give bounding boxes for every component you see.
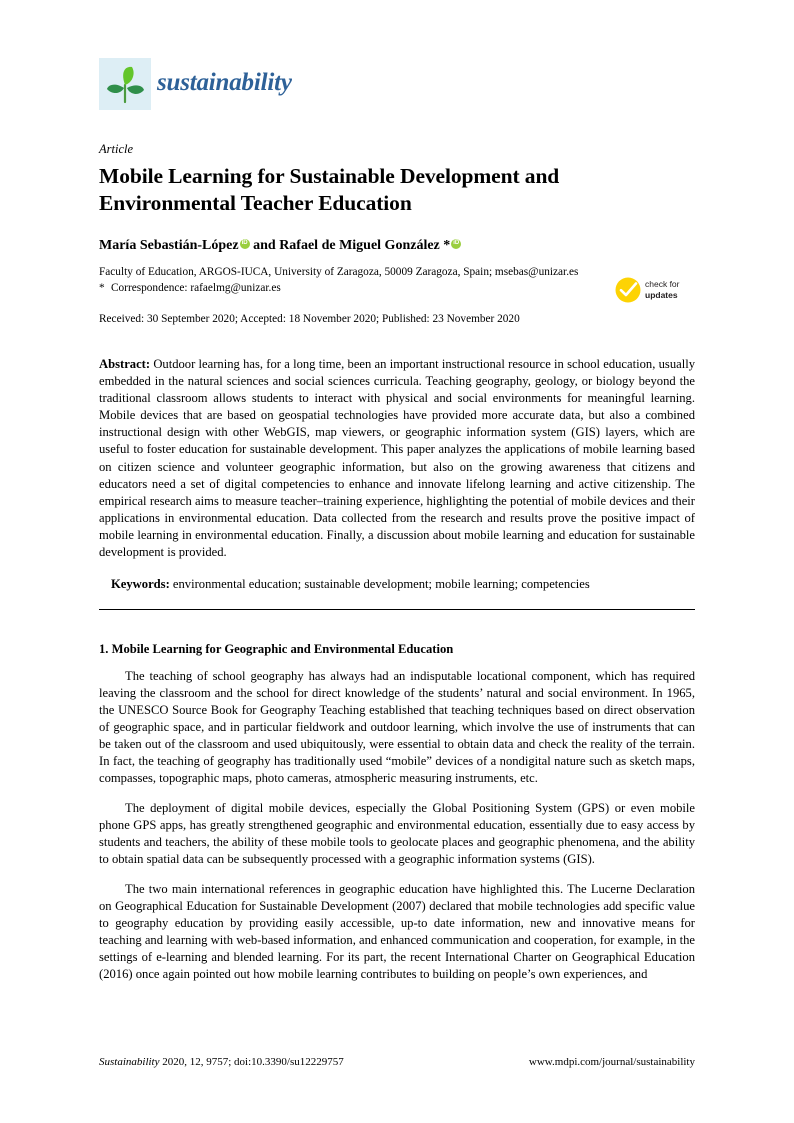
header-divider: [99, 609, 695, 610]
journal-masthead: [99, 58, 695, 120]
check-for-updates-badge[interactable]: [615, 276, 695, 308]
orcid-id-icon[interactable]: [240, 239, 250, 249]
publication-dates: Received: 30 September 2020; Accepted: 18 November 2020; Published: 23 November 2020: [99, 313, 520, 325]
check-circle-icon: [615, 277, 641, 303]
orcid-id-icon[interactable]: [451, 239, 461, 249]
affiliation-block: [99, 265, 695, 296]
author-list: [99, 237, 695, 255]
section-heading-1: 1. Mobile Learning for Geographic and Environmental Education: [99, 642, 454, 657]
correspondence-text: Correspondence: rafaelmg@unizar.es: [111, 281, 281, 294]
footer-citation: [99, 1055, 344, 1069]
keywords-label: Keywords:: [111, 577, 170, 592]
keywords-text: environmental education; sustainable development; mobile learning; competencies: [169, 577, 590, 592]
footer-journal-url[interactable]: www.mdpi.com/journal/sustainability: [528, 1056, 695, 1068]
body-paragraph: The two main international references in geographic education have highlighted this. The Lucerne Declaration on Geographical Education for Sustainable Development (2007) declared that mobile technologies add specific value to geography education by providing easily accessible, up-to date information, new and innovative means for teaching and learning with web-based information, and enhanced communication and cooperation, for example, in the settings of e-learning and blended learning. For its part, the recent International Charter on Geographical Education (2016) once again pointed out how mobile learning contributes to building on people’s own experiences, and: [99, 881, 695, 982]
badge-line-2: updates: [645, 289, 678, 300]
author-name-2: Rafael de Miguel González: [279, 238, 440, 253]
correspondence-line: [99, 281, 695, 297]
footer-journal-name: Sustainability: [99, 1056, 160, 1068]
journal-wordmark: sustainability: [157, 69, 292, 96]
page-content: [99, 0, 695, 996]
footer-citation-text: 2020, 12, 9757; doi:10.3390/su12229757: [159, 1056, 344, 1068]
seedling-leaf-icon: [99, 58, 151, 110]
check-for-updates-label: [645, 279, 680, 300]
correspondence-star: *: [99, 281, 105, 294]
page-title: Mobile Learning for Sustainable Development and Environmental Teacher Education: [99, 164, 560, 215]
page-footer: [99, 1055, 695, 1069]
body-paragraph: The teaching of school geography has always had an indisputable locational component, which has required leaving the classroom and the school for direct knowledge of the students’ natural and social environment. In 1965, the UNESCO Source Book for Geography Teaching established that teaching techniques based on direct observation of geographic space, and in particular fieldwork and outdoor learning, which involve the use of instruments that can be taken out of the classroom and used ubiquitously, were essential to obtain data and check the reality of the terrain. In fact, the teaching of geography has traditionally used “mobile” devices of a nondigital nature such as sketch maps, compasses, topographic maps, photo cameras, atmospheric measuring instruments, etc.: [99, 668, 695, 786]
article-type-label: Article: [99, 142, 134, 156]
keywords-block: [99, 576, 695, 593]
abstract-text: Outdoor learning has, for a long time, been an important instructional resource in school education, usually embedded in the natural sciences and social sciences curricula. Teaching geography, geology, or biology beyond the traditional classroom allows students to interact with physical and social environments for meaningful learning. Mobile devices that are based on geospatial technologies have provided more accurate data, but also a combined instructional design with other WebGIS, map viewers, or geographic information system (GIS) layers, which are useful to foster education for sustainable development. This paper analyzes the applications of mobile learning based on citizen science and volunteer geographic information, but also on the growing awareness that citizens and educators need a set of digital competencies to enhance and innovate lifelong learning and active citizenship. The empirical research aims to measure teacher–training experience, highlighting the potential of mobile devices and their applications in environmental education. Data collected from the research and results prove the positive impact of mobile learning in environmental education. Finally, a discussion about mobile learning and education for sustainable development is provided.: [99, 357, 695, 560]
badge-line-1: check for: [645, 279, 680, 289]
abstract-block: [99, 356, 695, 561]
author-name-1: María Sebastián-López: [99, 238, 239, 253]
author-conjunction: and: [249, 238, 280, 253]
affiliation-line: Faculty of Education, ARGOS-IUCA, University of Zaragoza, 50009 Zaragoza, Spain; msebas@unizar.es: [99, 266, 579, 278]
abstract-label: Abstract:: [99, 357, 151, 371]
corresponding-author-mark: *: [439, 238, 451, 253]
body-paragraph: The deployment of digital mobile devices, especially the Global Positioning System (GPS) or even mobile phone GPS apps, has greatly strengthened geographic and environmental education, essentially due to easy access by students and teachers, the ability of these mobile tools to geolocate places and geographic phenomena, and the ability to obtain spatial data can be subsequently processed with a geographic information systems (GIS).: [99, 800, 695, 867]
